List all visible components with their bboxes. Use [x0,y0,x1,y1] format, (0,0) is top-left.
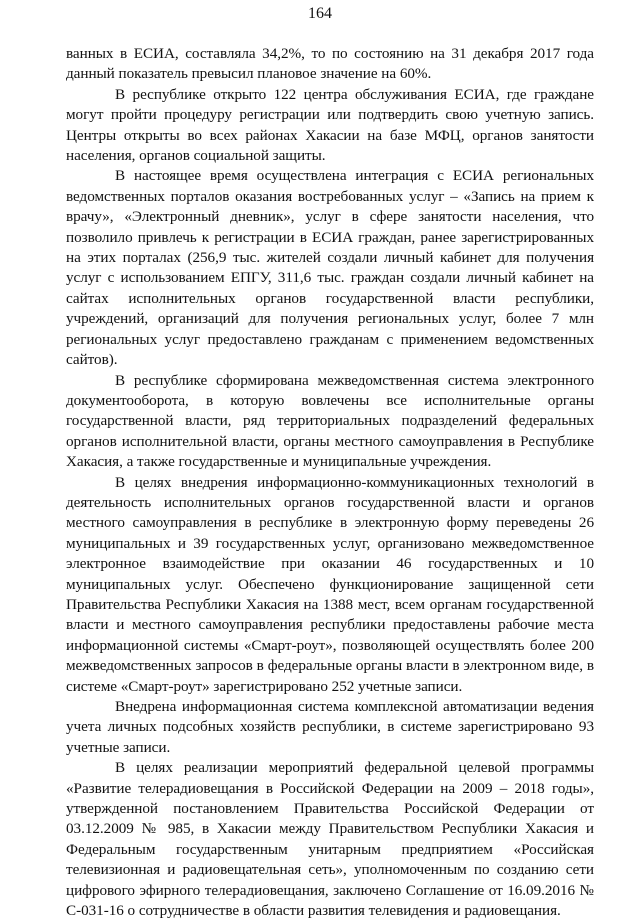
body-text [66,44,594,921]
paragraph-esia-centers: В республике открыто 122 центра обслуживания ЕСИА, где граждане могут пройти процедуру регистрации или подтвердить свою учетную запись. Центры открыты во всех районах Хакасии на базе МФЦ, органов занятости населения, органов социальной защиты. [66,85,594,165]
paragraph-broadcasting: В целях реализации мероприятий федеральной целевой программы «Развитие телерадиовещания в Российской Федерации на 2009 – 2018 годы», утвержденной постановлением Правительства Российской Федерации от 03.12.2009 № 985, в Хакасии между Правительством Республики Хакасия и Федеральным государственным унитарным предприятием «Российская телевизионная и радиовещательная сеть», уполномоченным по созданию сети цифрового эфирного телерадиовещания, заключено Соглашение от 16.09.2016 № С-031-16 о сотрудничестве в области развития телевидения и радиовещания. [66,759,594,920]
paragraph-farm-accounting: Внедрена информационная система комплексной автоматизации ведения учета личных подсобных хозяйств республики, в системе зарегистрировано 93 учетные записи. [66,698,594,756]
paragraph-ict-services: В целях внедрения информационно-коммуникационных технологий в деятельность исполнительных органов государственной власти и органов местного самоуправления в республике в электронную форму переведены 26 муниципальных и 39 государственных услуг, организовано межведомственное электронное взаимодействие при оказании 46 государственных и 10 муниципальных услуг. Обеспечено функционирование защищенной сети Правительства Республики Хакасия на 1388 мест, всем органам государственной власти и местного самоуправления республики предоставлены рабочие места информационной системы «Смарт-роут», позволяющей осуществлять более 200 межведомственных запросов в федеральные органы власти в электронном виде, в системе «Смарт-роут» зарегистрировано 252 учетные записи. [66,473,594,695]
paragraph-document-flow: В республике сформирована межведомственная система электронного документооборота, в которую вовлечены все исполнительные органы государственной власти, ряд территориальных подразделений федеральных органов исполнительной власти, органы местного самоуправления в Республике Хакасия, а также государственные и муниципальные учреждения. [66,371,594,471]
paragraph-esia-integration: В настоящее время осуществлена интеграция с ЕСИА региональных ведомственных порталов оказания востребованных услуг – «Запись на прием к врачу», «Электронный дневник», услуг в сфере занятости населения, что позволило привлечь к регистрации в ЕСИА граждан, ранее зарегистрированных на этих порталах (256,9 тыс. жителей создали личный кабинет для получения услуг с использованием ЕПГУ, 311,6 тыс. граждан создали личный кабинет на сайтах исполнительных органов государственной власти республики, учреждений, организаций для получения региональных услуг, более 7 млн региональных услуг предоставлено гражданам с применением ведомственных сайтов). [66,167,594,369]
paragraph-continuation: ванных в ЕСИА, составляла 34,2%, то по состоянию на 31 декабря 2017 года данный показатель превысил плановое значение на 60%. [66,45,594,83]
page-number: 164 [308,5,332,22]
